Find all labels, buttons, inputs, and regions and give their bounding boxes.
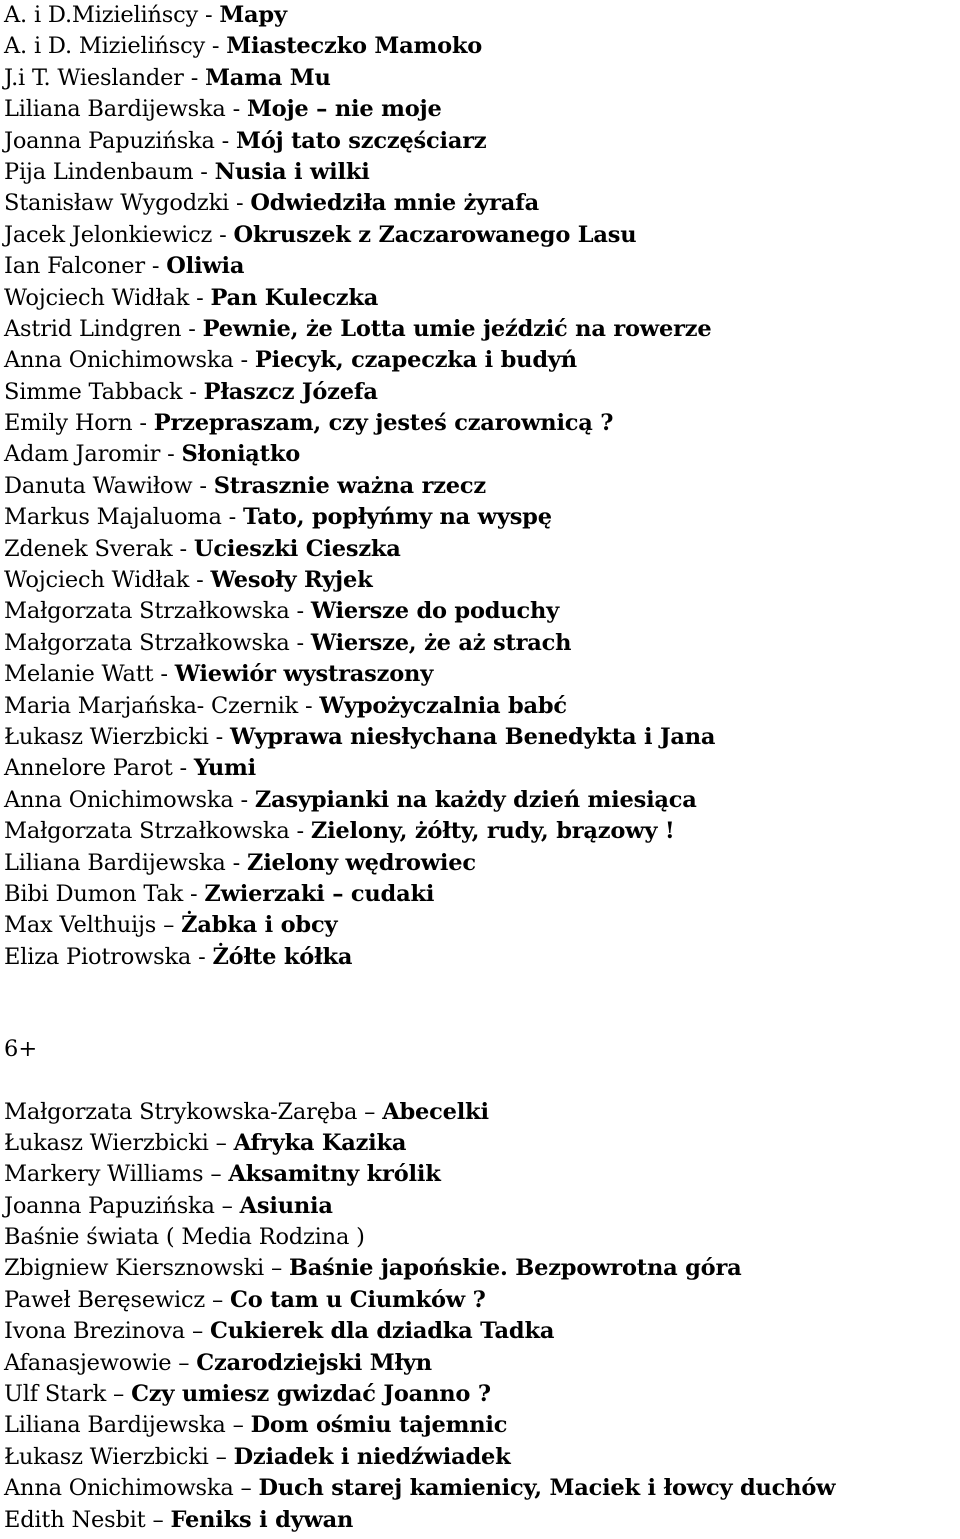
book-entry [4,1097,960,1128]
book-title: Abecelki [382,1098,489,1125]
book-title: Baśnie japońskie. Bezpowrotna góra [288,1255,742,1282]
book-entry [4,565,960,596]
book-entry [4,377,960,408]
book-author: Łukasz Wierzbicki – [4,1129,234,1156]
book-entry [4,1442,960,1473]
book-entry [4,1159,960,1190]
book-entry [4,157,960,188]
book-entry [4,848,960,879]
book-entry [4,1191,960,1222]
book-entry [4,1410,960,1441]
book-title: Pan Kuleczka [210,284,379,311]
book-author: Małgorzata Strzałkowska - [4,818,311,845]
book-author: Afanasjewowie – [4,1349,197,1376]
book-author: Liliana Bardijewska – [4,1412,251,1439]
book-author: Simme Tabback - [4,378,204,405]
book-title: Żółte kółka [212,943,353,970]
book-title: Afryka Kazika [233,1129,407,1156]
book-entry [4,0,960,31]
book-entry [4,345,960,376]
book-entry [4,816,960,847]
book-title: Feniks i dywan [170,1506,354,1533]
book-title: Odwiedziła mnie żyrafa [250,190,540,217]
book-entry [4,722,960,753]
book-title: Słoniątko [181,441,301,468]
book-title: Płaszcz Józefa [203,378,378,405]
book-author: Wojciech Widłak - [4,284,211,311]
book-title: Zasypianki na każdy dzień miesiąca [254,786,697,813]
book-author: Stanisław Wygodzki - [4,190,251,217]
book-title: Czy umiesz gwizdać Joanno ? [131,1381,491,1408]
book-title: Zielony, żółty, rudy, brązowy ! [310,818,675,845]
book-author: Łukasz Wierzbicki – [4,1443,234,1470]
book-entry [4,910,960,941]
book-title: Co tam u Ciumków ? [230,1286,486,1313]
book-entry [4,314,960,345]
book-title: Nusia i wilki [214,158,370,185]
book-title: Asiunia [239,1192,333,1219]
book-entry [4,691,960,722]
document-page [4,0,960,1536]
book-entry [4,1222,960,1253]
book-title: Strasznie ważna rzecz [213,472,486,499]
book-author: A. i D. Mizielińscy - [4,33,227,60]
book-entry [4,126,960,157]
book-author: Baśnie świata ( Media Rodzina ) [4,1224,365,1251]
book-author: Małgorzata Strykowska-Zaręba – [4,1098,383,1125]
book-entry [4,1128,960,1159]
book-author: Annelore Parot - [4,755,194,782]
book-entry [4,1348,960,1379]
book-author: Anna Onichimowska - [4,786,255,813]
book-author: Astrid Lindgren - [4,315,203,342]
book-entry [4,220,960,251]
book-author: Bibi Dumon Tak - [4,880,205,907]
book-author: Wojciech Widłak - [4,567,211,594]
book-title: Ucieszki Cieszka [193,535,401,562]
book-entry [4,502,960,533]
book-entry [4,753,960,784]
book-title: Mapy [219,2,287,28]
book-entry [4,31,960,62]
book-title: Yumi [193,755,256,782]
heading-gap [4,1066,960,1097]
book-author: Markery Williams – [4,1161,229,1188]
book-entry [4,596,960,627]
book-author: Emily Horn - [4,410,154,437]
book-entry [4,1473,960,1504]
book-author: Danuta Wawiłow - [4,472,214,499]
book-author: Ian Falconer - [4,253,167,280]
book-author: Edith Nesbit – [4,1506,171,1533]
book-author: Markus Majaluoma - [4,504,243,531]
book-entry [4,1316,960,1347]
book-entry [4,188,960,219]
book-entry [4,628,960,659]
book-title: Wiewiór wystraszony [174,661,434,688]
book-title: Zwierzaki – cudaki [204,880,435,907]
book-author: Joanna Papuzińska - [4,127,237,154]
book-author: Pija Lindenbaum - [4,158,215,185]
book-title: Mama Mu [205,64,331,91]
book-author: J.i T. Wieslander - [4,64,206,91]
book-title: Wiersze do poduchy [310,598,559,625]
book-title: Moje – nie moje [246,96,442,123]
book-title: Duch starej kamienicy, Maciek i łowcy duchów [258,1475,836,1502]
book-entry [4,942,960,973]
book-title: Wyprawa niesłychana Benedykta i Jana [229,723,716,750]
book-entry [4,283,960,314]
book-title: Wesoły Ryjek [210,567,373,594]
book-entry [4,785,960,816]
section-gap [4,973,960,1034]
book-entry [4,879,960,910]
book-author: Jacek Jelonkiewicz - [4,221,234,248]
book-entry [4,1379,960,1410]
book-author: Max Velthuijs – [4,912,182,939]
book-title: Mój tato szczęściarz [236,127,487,154]
book-title: Żabka i obcy [181,912,338,939]
book-author: Małgorzata Strzałkowska - [4,598,311,625]
book-author: Ulf Stark – [4,1381,132,1408]
book-author: Melanie Watt - [4,661,175,688]
book-title: Tato, popłyńmy na wyspę [242,504,552,531]
book-author: Małgorzata Strzałkowska - [4,629,311,656]
book-entry [4,659,960,690]
book-title: Wypożyczalnia babć [319,692,567,719]
book-author: Joanna Papuzińska – [4,1192,240,1219]
book-title: Oliwia [166,253,245,280]
book-author: Anna Onichimowska – [4,1475,259,1502]
book-title: Dziadek i niedźwiadek [233,1443,511,1470]
book-list-section-b [4,1097,960,1536]
book-entry [4,63,960,94]
book-title: Piecyk, czapeczka i budyń [254,347,577,374]
book-title: Okruszek z Zaczarowanego Lasu [233,221,637,248]
book-author: Anna Onichimowska - [4,347,255,374]
book-title: Miasteczko Mamoko [226,33,483,60]
book-author: Liliana Bardijewska - [4,849,247,876]
book-author: Adam Jaromir - [4,441,182,468]
book-author: Łukasz Wierzbicki - [4,723,230,750]
book-entry [4,1253,960,1284]
book-author: Paweł Beręsewicz – [4,1286,231,1313]
book-entry [4,1505,960,1536]
book-author: Zbigniew Kiersznowski – [4,1255,289,1282]
book-author: Zdenek Sverak - [4,535,194,562]
book-title: Wiersze, że aż strach [310,629,572,656]
age-group-heading: 6+ [4,1036,38,1063]
book-title: Zielony wędrowiec [246,849,476,876]
book-author: Maria Marjańska- Czernik - [4,692,320,719]
book-author: Ivona Brezinova – [4,1318,210,1345]
book-entry [4,534,960,565]
book-entry [4,439,960,470]
book-author: Liliana Bardijewska - [4,96,247,123]
book-entry [4,1285,960,1316]
book-title: Pewnie, że Lotta umie jeździć na rowerze [202,315,712,342]
book-title: Dom ośmiu tajemnic [250,1412,508,1439]
book-entry [4,251,960,282]
book-author: A. i D.Mizielińscy - [4,2,220,28]
book-entry [4,471,960,502]
book-title: Przepraszam, czy jesteś czarownicą ? [153,410,614,437]
book-title: Cukierek dla dziadka Tadka [209,1318,555,1345]
book-entry [4,94,960,125]
book-entry [4,408,960,439]
book-author: Eliza Piotrowska - [4,943,213,970]
book-title: Czarodziejski Młyn [196,1349,432,1376]
book-title: Aksamitny królik [228,1161,441,1188]
book-list-section-a [4,0,960,973]
